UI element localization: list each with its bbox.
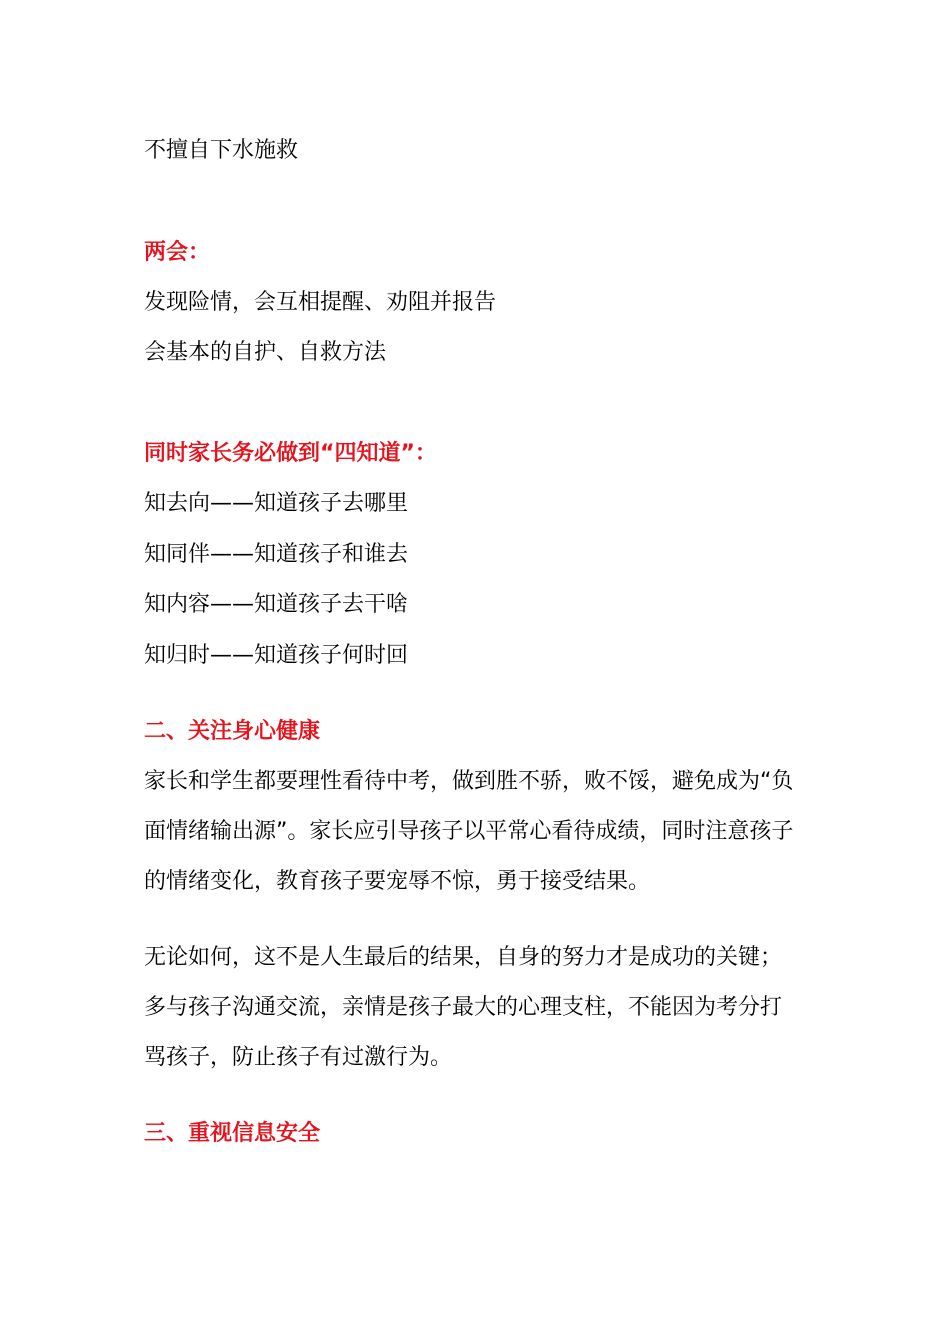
four-knows-item: 知同伴——知道孩子和谁去 [144,542,409,567]
four-knows-heading: 同时家长务必做到“四知道”： [144,441,437,466]
four-knows-item: 知内容——知道孩子去干啥 [144,592,409,617]
four-knows-item: 知归时——知道孩子何时回 [144,643,409,668]
four-knows-item: 知去向——知道孩子去哪里 [144,491,409,516]
two-skills-item: 发现险情，会互相提醒、劝阻并报告 [144,290,497,315]
section-two-paragraph-2: 无论如何，这不是人生最后的结果，自身的努力才是成功的关键；多与孩子沟通交流，亲情是孩子最大的心理支柱，不能因为考分打骂孩子，防止孩子有过激行为。 [144,945,783,1070]
section-two-heading: 二、关注身心健康 [144,719,321,744]
section-two-paragraph-1: 家长和学生都要理性看待中考，做到胜不骄，败不馁，避免成为“负面情绪输出源”。家长应引导孩子以平常心看待成绩，同时注意孩子的情绪变化，教育孩子要宠辱不惊，勇于接受结果。 [144,769,794,894]
section-three-heading: 三、重视信息安全 [144,1121,321,1146]
top-line: 不擅自下水施救 [144,138,299,163]
two-skills-item: 会基本的自护、自救方法 [144,340,387,365]
two-skills-heading: 两会： [144,240,211,265]
